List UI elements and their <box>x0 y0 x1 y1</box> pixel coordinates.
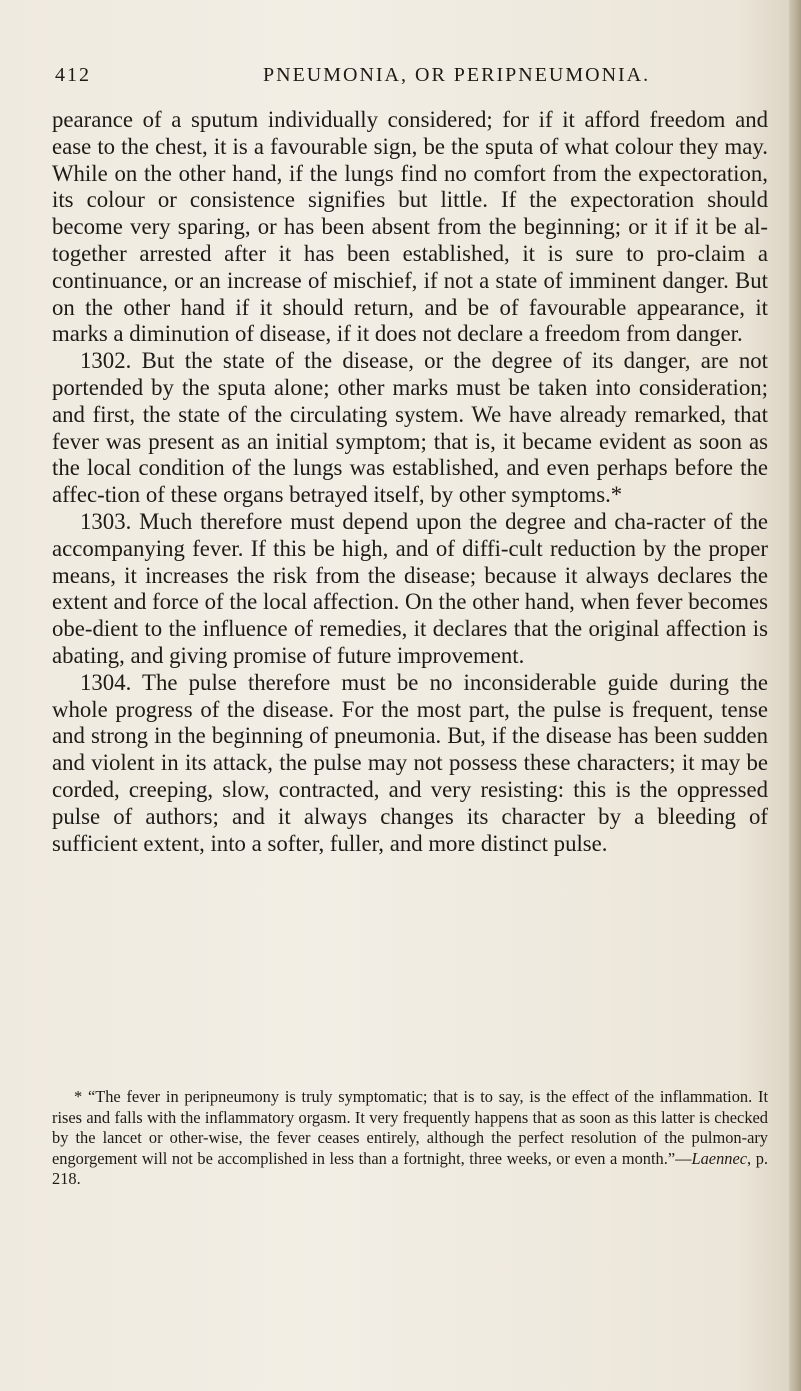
page-header <box>55 64 755 94</box>
footnote <box>52 1087 768 1190</box>
footnote-citation-page: , p. 218. <box>52 1148 768 1188</box>
paragraph-1303: 1303. Much therefore must depend upon the degree and cha-racter of the accompanying fever. If this be high, and of diffi-cult reduction by the proper means, it increases the risk from the disease; because it always declares the extent and force of the local affection. On the other hand, when fever becomes obe-dient to the influence of remedies, it declares that the original affection is abating, and giving promise of future improvement. <box>52 508 768 668</box>
footnote-text-block <box>52 1087 768 1190</box>
running-head: PNEUMONIA, OR PERIPNEUMONIA. <box>263 64 651 86</box>
page-number: 412 <box>55 64 91 86</box>
footnote-citation-author: Laennec <box>691 1148 748 1168</box>
footnote-text: * “The fever in peripneumony is truly symptomatic; that is to say, is the effect of the inflammation. It rises and falls with the inflammatory orgasm. It very frequently happens that as soon as this latter is checked by the lancet or other-wise, the fever ceases entirely, although the perfect resolution of the pulmon-ary engorgement will not be accomplished in less than a fortnight, three weeks, or even a month.”— <box>52 1087 768 1168</box>
paragraph: pearance of a sputum individually considered; for if it afford freedom and ease to the chest, it is a favourable sign, be the sputa of what colour they may. While on the other hand, if the lungs find no comfort from the expectoration, its colour or consistence signifies but little. If the expectoration should become very sparing, or has been absent from the beginning; or it if it be al-together arrested after it has been established, it is sure to pro-claim a continuance, or an increase of mischief, if not a state of imminent danger. But on the other hand if it should return, and be of favourable appearance, it marks a diminution of disease, if it does not declare a freedom from danger. <box>52 107 768 347</box>
paragraph-1304: 1304. The pulse therefore must be no inconsiderable guide during the whole progress of the disease. For the most part, the pulse is frequent, tense and strong in the beginning of pneumonia. But, if the disease has been sudden and violent in its attack, the pulse may not possess these characters; it may be corded, creeping, slow, contracted, and very resisting: this is the oppressed pulse of authors; and it always changes its character by a bleeding of sufficient extent, into a softer, fuller, and more distinct pulse. <box>52 669 768 856</box>
page-edge <box>789 0 801 1391</box>
paragraph-1302: 1302. But the state of the disease, or the degree of its danger, are not portended by the sputa alone; other marks must be taken into consideration; and first, the state of the circulating system. We have already remarked, that fever was present as an initial symptom; that is, it became evident as soon as the local condition of the lungs was established, and even perhaps before the affec-tion of these organs betrayed itself, by other symptoms.* <box>52 348 768 508</box>
body-text <box>52 107 768 857</box>
